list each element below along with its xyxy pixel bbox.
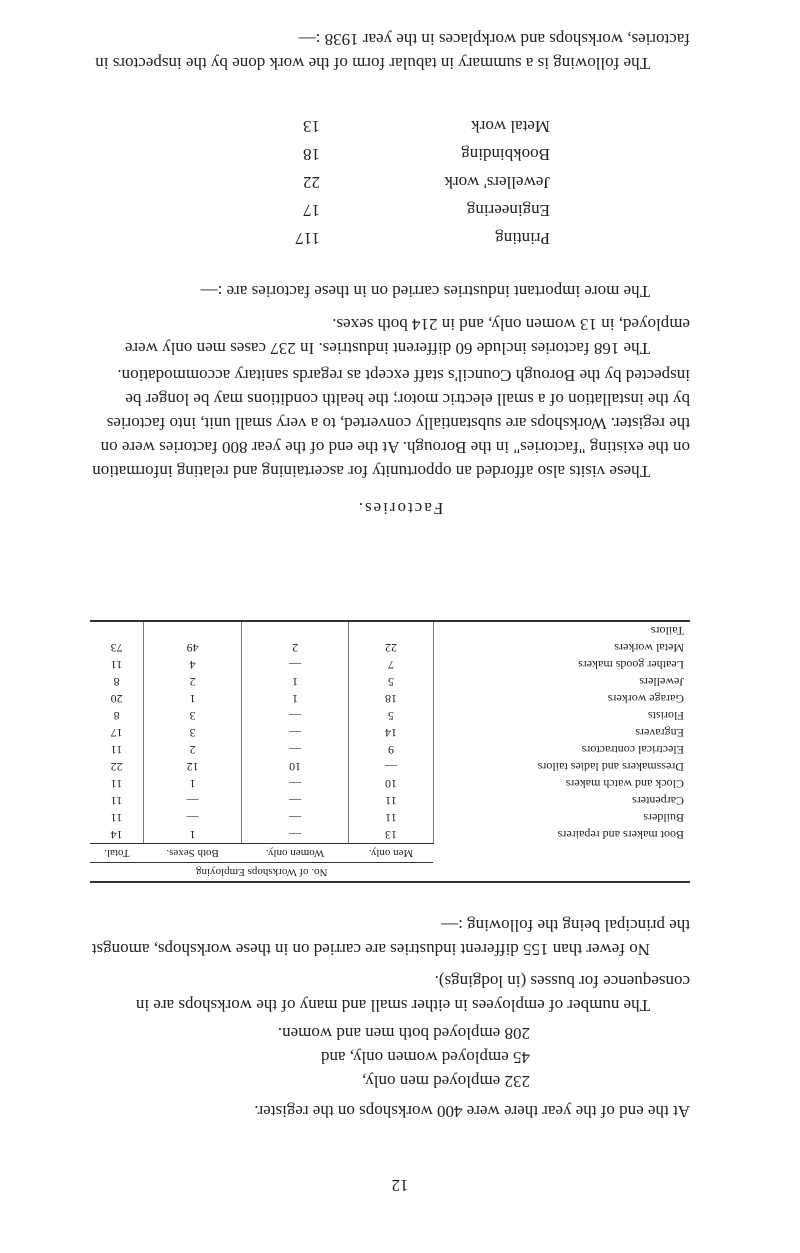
workshop-industries-table (90, 620, 690, 883)
table-row (90, 758, 690, 775)
industry-count: 17 (303, 201, 320, 220)
row-value: — (242, 741, 349, 758)
row-value: 8 (90, 673, 144, 690)
employment-item-1: 232 employed men only, (362, 1072, 530, 1091)
industry-list-item (303, 172, 550, 192)
industry-name: Printing (495, 229, 550, 248)
row-value: 3 (144, 724, 242, 741)
row-value: 3 (144, 707, 242, 724)
row-label: Metal workers (614, 641, 684, 655)
row-value: 11 (349, 809, 434, 826)
industry-name: Bookbinding (461, 145, 550, 164)
industry-name: Engineering (466, 201, 550, 220)
row-value: 1 (144, 826, 242, 844)
industry-count: 117 (295, 229, 320, 248)
table-row (90, 707, 690, 724)
row-value (144, 621, 242, 639)
column-header: Both Sexes. (144, 844, 242, 863)
row-value: 49 (144, 639, 242, 656)
row-value: 20 (90, 690, 144, 707)
employment-item-2: 45 employed women only, and (321, 1048, 530, 1067)
row-value: — (144, 792, 242, 809)
row-value (242, 621, 349, 639)
row-value: 18 (349, 690, 434, 707)
intro-line: At the end of the year there were 400 workshops on the register. (254, 1102, 690, 1121)
industry-count: 13 (303, 117, 320, 136)
table-row (90, 690, 690, 707)
row-label: Builders (643, 811, 684, 825)
row-value: 11 (90, 775, 144, 792)
row-value: — (242, 707, 349, 724)
row-value: 1 (242, 673, 349, 690)
table-row (90, 724, 690, 741)
table-row (90, 741, 690, 758)
column-header: Men only. (349, 844, 434, 863)
industry-name: Jewellers' work (444, 173, 550, 192)
industry-list-item (303, 144, 550, 164)
row-value: — (242, 809, 349, 826)
row-value: 11 (349, 792, 434, 809)
row-value: 13 (349, 826, 434, 844)
row-value: 22 (349, 639, 434, 656)
row-value: 11 (90, 809, 144, 826)
row-value: 10 (349, 775, 434, 792)
row-value: 5 (349, 673, 434, 690)
row-value: — (242, 724, 349, 741)
row-value: — (242, 826, 349, 844)
row-value: — (242, 775, 349, 792)
row-value: 2 (144, 673, 242, 690)
row-value: 17 (90, 724, 144, 741)
table-group-header: No. of Workshops Employing (90, 863, 433, 883)
row-label: Clock and watch makers (565, 777, 684, 791)
row-value: 14 (349, 724, 434, 741)
row-value (90, 621, 144, 639)
row-label: Engravers (635, 726, 684, 740)
industry-list-item (303, 116, 550, 136)
row-value: — (349, 758, 434, 775)
row-value: — (242, 656, 349, 673)
table-row (90, 775, 690, 792)
table-row (90, 792, 690, 809)
intro-paragraph-3: No fewer than 155 different industries are carried on in these workshops, amongst the principal being the following :— (91, 916, 690, 959)
row-value: 9 (349, 741, 434, 758)
industry-count: 18 (303, 145, 320, 164)
table-row (90, 621, 690, 639)
row-label: Florists (647, 709, 684, 723)
row-value: 8 (90, 707, 144, 724)
factories-paragraph-2: The 168 factories include 60 different industries. In 237 cases men only were employed, in 13 women only, and in 214 both sexes. (124, 315, 690, 358)
row-label: Dressmakers and ladies tailors (537, 760, 684, 774)
row-label: Leather goods makers (578, 658, 684, 672)
table-row (90, 673, 690, 690)
row-value: — (144, 809, 242, 826)
industry-name: Metal work (471, 117, 550, 136)
row-value: — (242, 792, 349, 809)
row-value: 14 (90, 826, 144, 844)
row-value: 2 (144, 741, 242, 758)
intro-paragraph-2: The number of employees in either small and many of the workshops are in consequence for busses (in lodgings). (135, 972, 690, 1015)
row-label: Electrical contractors (581, 743, 684, 757)
page-number: 12 (391, 1176, 409, 1195)
row-label: Boot makers and repairers (557, 828, 684, 843)
industry-count: 22 (303, 173, 320, 192)
row-label: Garage workers (607, 692, 684, 706)
row-value (349, 621, 434, 639)
industry-list-item (303, 200, 550, 220)
row-value: 7 (349, 656, 434, 673)
table-row (90, 656, 690, 673)
table-label-header (433, 844, 690, 883)
row-value: 11 (90, 792, 144, 809)
row-value: 4 (144, 656, 242, 673)
row-value: 10 (242, 758, 349, 775)
employment-item-3: 208 employed both men and women. (277, 1024, 530, 1043)
factories-heading: Factories. (356, 499, 444, 518)
column-header: Total. (90, 844, 144, 863)
row-value: 5 (349, 707, 434, 724)
row-value: 2 (242, 639, 349, 656)
factories-paragraph-3: The more important industries carried on in these factories are :— (200, 282, 650, 301)
table-row (90, 826, 690, 844)
row-label: Jewellers (639, 675, 684, 689)
factories-paragraph-1: These visits also afforded an opportunity for ascertaining and relating information on the existing "factories" in the Borough. At the end of the year 800 factories were on the register. Workshops are substantially converted, to a very small unit, into factories by the installation of a small electric motor; the health conditions may be longer be inspected by the Borough Council's staff except as regards sanitary accommodation. (92, 366, 690, 481)
row-value: 22 (90, 758, 144, 775)
row-value: 1 (242, 690, 349, 707)
row-value: 11 (90, 741, 144, 758)
factories-paragraph-4: The following is a summary in tabular form of the work done by the inspectors in factories, workshops and workplaces in the year 1938 :— (95, 30, 690, 73)
row-value: 11 (90, 656, 144, 673)
table-row (90, 809, 690, 826)
row-value: 73 (90, 639, 144, 656)
row-value: 1 (144, 690, 242, 707)
row-label: Tailors (433, 621, 690, 639)
row-value: 12 (144, 758, 242, 775)
row-value: 1 (144, 775, 242, 792)
row-label: Carpenters (632, 794, 684, 808)
industry-list-item (295, 228, 550, 248)
table-row (90, 639, 690, 656)
column-header: Women only. (242, 844, 349, 863)
